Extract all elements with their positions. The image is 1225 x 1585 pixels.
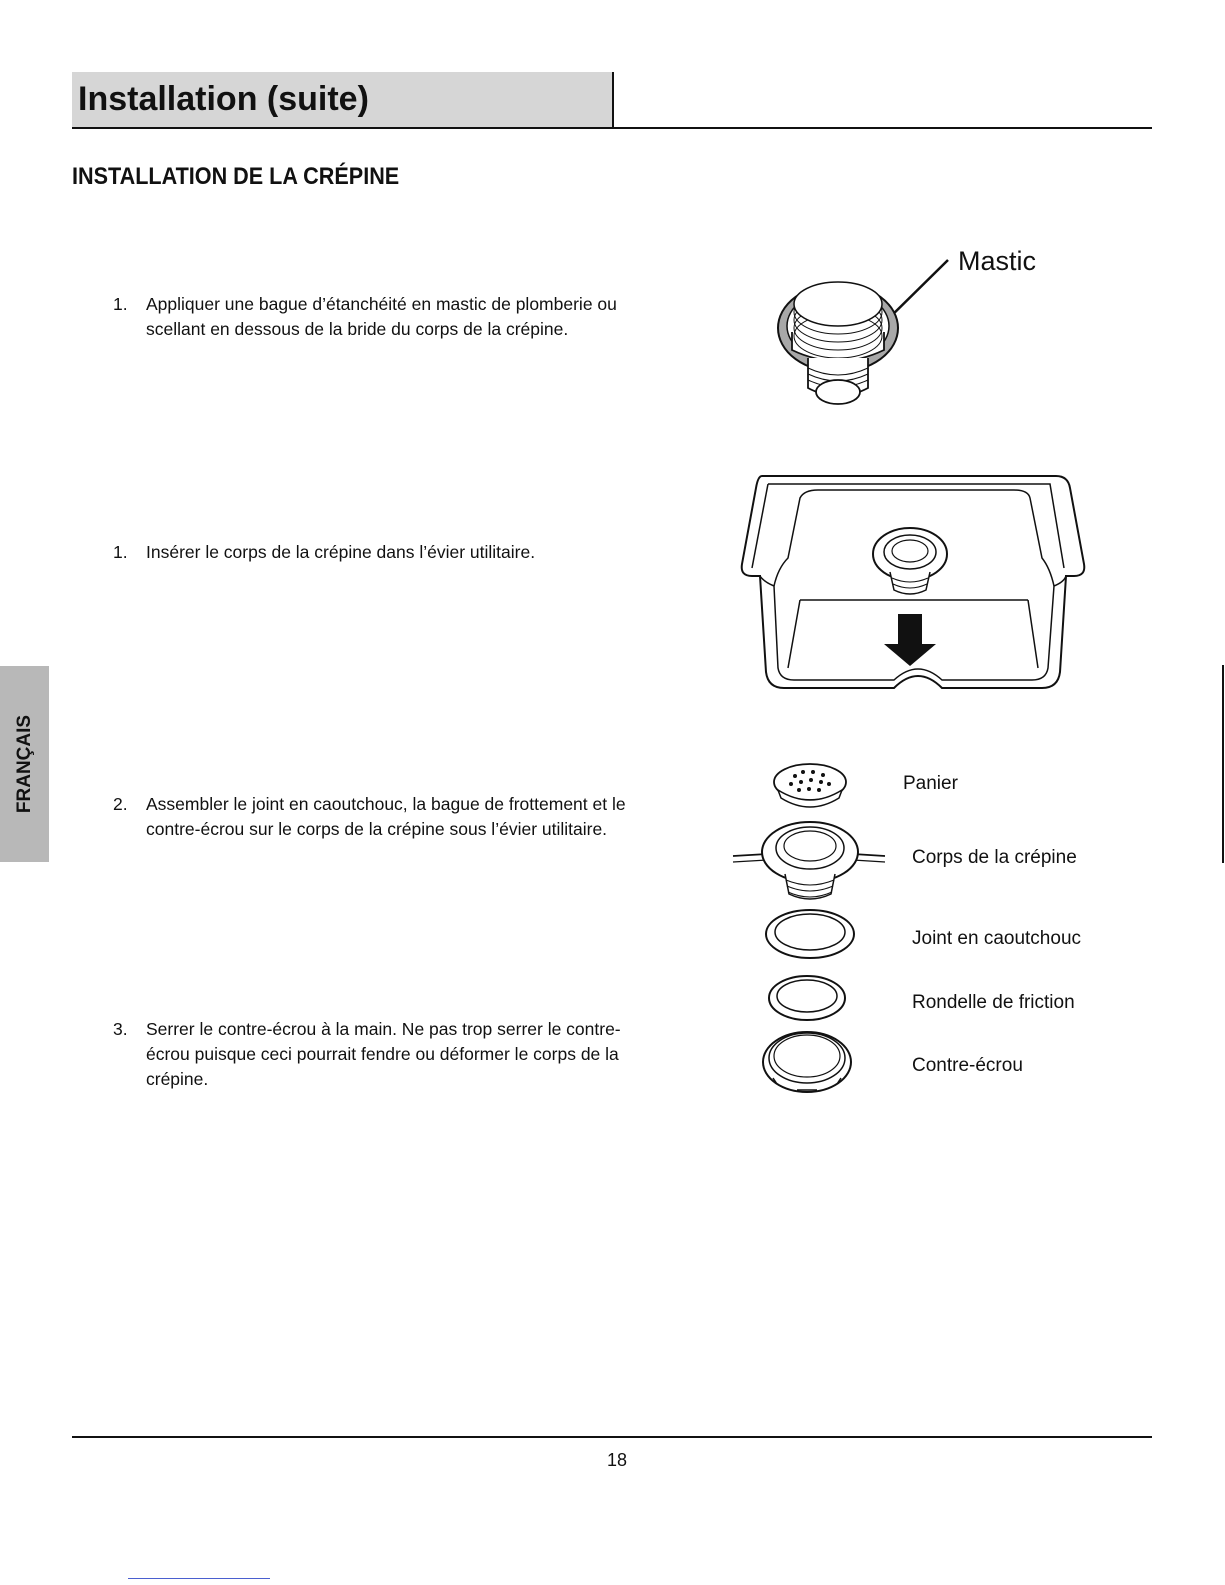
mastic-label: Mastic — [958, 246, 1037, 276]
step-number: 2. — [113, 794, 128, 814]
language-tab — [0, 666, 49, 862]
part-label-basket: Panier — [903, 773, 958, 794]
step-text: Insérer le corps de la crépine dans l’évier utilitaire. — [146, 542, 536, 562]
step-text: Appliquer une bague d’étanchéité en mastic de plomberie ou scellant en dessous de la bride du corps de la crépine. — [146, 294, 617, 339]
part-label-rubber-gasket: Joint en caoutchouc — [912, 928, 1082, 949]
step-assemble — [113, 792, 626, 842]
step-number: 1. — [113, 294, 128, 314]
step-tighten — [113, 1017, 626, 1092]
utility-sink-illustration — [738, 468, 1090, 698]
step-text: Serrer le contre-écrou à la main. Ne pas trop serrer le contre-écrou puisque ceci pourrait fendre ou déformer le corps de la crépine. — [146, 1019, 621, 1089]
step-mastic — [113, 292, 626, 342]
page-number: 18 — [606, 1450, 628, 1470]
language-tab-label: FRANÇAIS — [13, 714, 35, 814]
part-label-friction-washer: Rondelle de friction — [912, 992, 1075, 1013]
strainer-parts-illustration — [733, 762, 885, 1104]
step-number: 3. — [113, 1019, 128, 1039]
strainer-mastic-illustration — [770, 250, 970, 420]
footer-rule — [72, 1436, 1152, 1438]
section-title: INSTALLATION DE LA CRÉPINE — [72, 163, 400, 190]
page-edge-mark — [1222, 665, 1224, 863]
header-rule — [72, 127, 1152, 129]
bottom-link-underline — [128, 1578, 270, 1579]
step-text: Assembler le joint en caoutchouc, la bague de frottement et le contre-écrou sur le corps de la crépine sous l’évier utilitaire. — [146, 794, 626, 839]
part-label-strainer-body: Corps de la crépine — [912, 847, 1077, 868]
page-title: Installation (suite) — [78, 80, 369, 118]
part-label-locknut: Contre-écrou — [912, 1055, 1023, 1076]
step-insert-strainer — [113, 540, 626, 565]
step-number: 1. — [113, 542, 128, 562]
